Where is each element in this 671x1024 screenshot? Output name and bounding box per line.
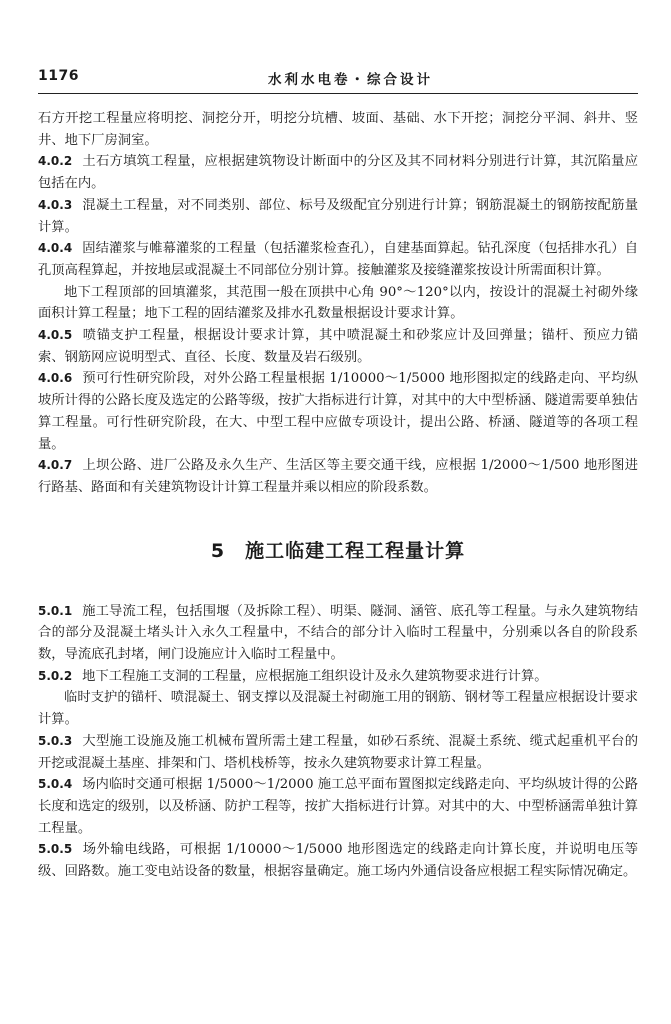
- clause-5-0-1: [38, 601, 638, 666]
- section-number: 5: [210, 539, 226, 562]
- clause-4-0-3: [38, 195, 638, 238]
- clause-text: 场内临时交通可根据 1/5000～1/2000 施工总平面布置图拟定线路走向、平均纵坡计得的公路长度和选定的级别，以及桥涵、防护工程等，按扩大指标进行计算。对其中的大、中型桥涵需单独计算工程量。: [38, 777, 638, 836]
- clause-4-0-7: [38, 455, 638, 498]
- clause-4-0-4: [38, 238, 638, 281]
- paragraph-4-0-1-cont: 石方开挖工程量应将明挖、洞挖分开，明挖分坑槽、坡面、基础、水下开挖；洞挖分平洞、斜井、竖井、地下厂房洞室。: [38, 111, 638, 148]
- section-heading: [38, 538, 638, 564]
- clause-text: 喷锚支护工程量，根据设计要求计算，其中喷混凝土和砂浆应计及回弹量；锚杆、预应力锚索、钢筋网应说明型式、直径、长度、数量及岩石级别。: [38, 328, 638, 365]
- clause-number: 4.0.5: [38, 328, 73, 343]
- clause-text: 场外输电线路，可根据 1/10000～1/5000 地形图选定的线路走向计算长度，并说明电压等级、回路数。施工变电站设备的数量，根据容量确定。施工场内外通信设备应根据工程实际情况确定。: [38, 842, 638, 880]
- clause-number: 4.0.6: [38, 371, 73, 386]
- clause-5-0-3: [38, 731, 638, 774]
- clause-5-0-2: [38, 666, 638, 688]
- clause-4-0-6: [38, 368, 638, 455]
- clause-5-0-5: [38, 839, 638, 882]
- clause-number: 4.0.4: [38, 241, 73, 256]
- clause-number: 4.0.7: [38, 458, 73, 473]
- clause-text: 预可行性研究阶段，对外公路工程量根据 1/10000～1/5000 地形图拟定的线路走向、平均纵坡所计得的公路长度及选定的公路等级，按扩大指标进行计算，对其中的大中型桥涵、隧道需要单独估算工程量。可行性研究阶段，在大、中型工程中应做专项设计，提出公路、桥涵、隧道等的各项工程量。: [38, 371, 638, 452]
- body-text: [38, 108, 638, 883]
- clause-number: 5.0.4: [38, 777, 73, 792]
- clause-number: 4.0.2: [38, 154, 73, 169]
- page-header: [38, 68, 638, 90]
- clause-number: 4.0.3: [38, 197, 73, 212]
- clause-4-0-2: [38, 151, 638, 194]
- page-number: 1176: [38, 68, 79, 84]
- section-title: 施工临建工程工程量计算: [245, 539, 466, 562]
- clause-number: 5.0.5: [38, 842, 73, 857]
- clause-number: 5.0.3: [38, 733, 73, 748]
- paragraph-5-0-2-b: 临时支护的锚杆、喷混凝土、钢支撑以及混凝土衬砌施工用的钢筋、钢材等工程量应根据设计要求计算。: [38, 690, 638, 728]
- clause-number: 5.0.2: [38, 668, 73, 683]
- paragraph-4-0-4-b: 地下工程顶部的回填灌浆，其范围一般在顶拱中心角 90°～120°以内，按设计的混凝土衬砌外缘面积计算工程量；地下工程的固结灌浆及排水孔数量根据设计要求计算。: [38, 284, 638, 322]
- clause-text: 固结灌浆与帷幕灌浆的工程量（包括灌浆检查孔），自建基面算起。钻孔深度（包括排水孔）自孔顶高程算起，并按地层或混凝土不同部位分别计算。接触灌浆及接缝灌浆按设计所需面积计算。: [38, 241, 638, 278]
- header-rule: [38, 93, 638, 94]
- clause-number: 5.0.1: [38, 603, 73, 618]
- clause-text: 大型施工设施及施工机械布置所需土建工程量，如砂石系统、混凝土系统、缆式起重机平台的开挖或混凝土基座、排架和门、塔机栈桥等，按永久建筑物要求计算工程量。: [38, 733, 638, 771]
- clause-text: 混凝土工程量，对不同类别、部位、标号及级配宜分别进行计算；钢筋混凝土的钢筋按配筋量计算。: [38, 197, 638, 235]
- clause-text: 土石方填筑工程量，应根据建筑物设计断面中的分区及其不同材料分别进行计算，其沉陷量应包括在内。: [38, 154, 638, 192]
- clause-text: 上坝公路、进厂公路及永久生产、生活区等主要交通干线，应根据 1/2000～1/500 地形图进行路基、路面和有关建筑物设计计算工程量并乘以相应的阶段系数。: [38, 458, 638, 495]
- running-title: 水利水电卷・综合设计: [268, 72, 433, 88]
- clause-text: 地下工程施工支洞的工程量，应根据施工组织设计及永久建筑物要求进行计算。: [82, 668, 548, 684]
- clause-4-0-5: [38, 325, 638, 368]
- clause-5-0-4: [38, 774, 638, 839]
- clause-text: 施工导流工程，包括围堰（及拆除工程）、明渠、隧洞、涵管、底孔等工程量。与永久建筑物结合的部分及混凝土堵头计入永久工程量中，不结合的部分计入临时工程量中，分别乘以各自的阶段系数，导流底孔封堵，闸门设施应计入临时工程量中。: [38, 603, 638, 663]
